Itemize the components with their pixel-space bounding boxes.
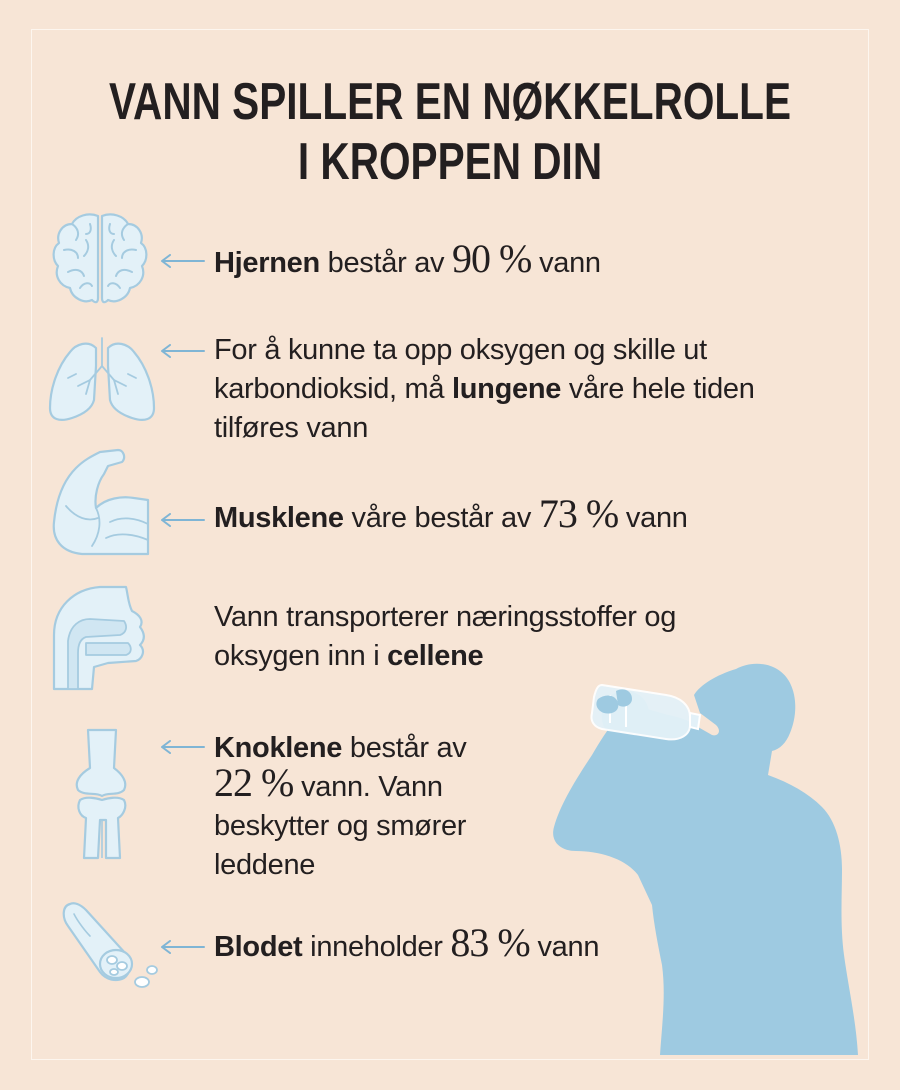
text-segment: vann — [531, 247, 601, 279]
blood-vessel-icon — [60, 900, 160, 995]
text-segment: vann — [529, 931, 600, 963]
lungs-icon — [46, 338, 158, 426]
highlight-word: Hjernen — [214, 247, 320, 279]
item-muscle-text — [214, 491, 688, 538]
text-segment: leddene — [214, 849, 316, 881]
item-bones-text — [214, 729, 466, 885]
title-line-2: I KROPPEN DIN — [297, 133, 603, 191]
text-segment: består av — [342, 732, 467, 764]
text-segment: Vann transporterer næringsstoffer og — [214, 601, 677, 633]
text-segment: består av — [319, 247, 452, 279]
text-segment: inneholder — [302, 931, 451, 963]
brain-icon — [50, 210, 150, 310]
highlight-word: cellene — [387, 640, 484, 672]
arrow-icon — [160, 254, 206, 273]
person-drinking-illustration — [540, 655, 870, 1065]
percentage-value: 90 % — [451, 236, 532, 281]
arrow-icon — [160, 344, 206, 363]
bone-joint-icon — [74, 728, 130, 860]
percentage-value: 22 % — [214, 760, 294, 805]
text-segment: beskytter og smører — [214, 810, 467, 842]
arrow-icon — [160, 513, 206, 532]
highlight-word: Knoklene — [214, 732, 343, 764]
arrow-icon — [160, 740, 206, 759]
head-throat-icon — [52, 585, 152, 693]
text-segment: vann. Vann — [293, 771, 443, 803]
percentage-value: 83 % — [450, 920, 530, 965]
text-segment: vann — [618, 502, 688, 534]
text-segment: tilføres vann — [214, 412, 369, 444]
title-line-1: VANN SPILLER EN NØKKELROLLE — [108, 73, 792, 131]
text-segment: våre består av — [343, 502, 539, 534]
text-segment: For å kunne ta opp oksygen og skille ut — [214, 334, 707, 366]
text-segment: oksygen inn i — [214, 640, 388, 672]
highlight-word: Musklene — [214, 502, 344, 534]
text-segment: våre hele tiden — [561, 373, 755, 405]
muscle-arm-icon — [52, 448, 152, 558]
text-segment: karbondioksid, må — [214, 373, 452, 405]
item-brain-text — [214, 236, 601, 283]
highlight-word: lungene — [452, 373, 562, 405]
item-lungs-text — [214, 331, 755, 448]
highlight-word: Blodet — [214, 931, 303, 963]
percentage-value: 73 % — [538, 491, 619, 536]
arrow-icon — [160, 940, 206, 959]
page-title — [99, 72, 801, 192]
